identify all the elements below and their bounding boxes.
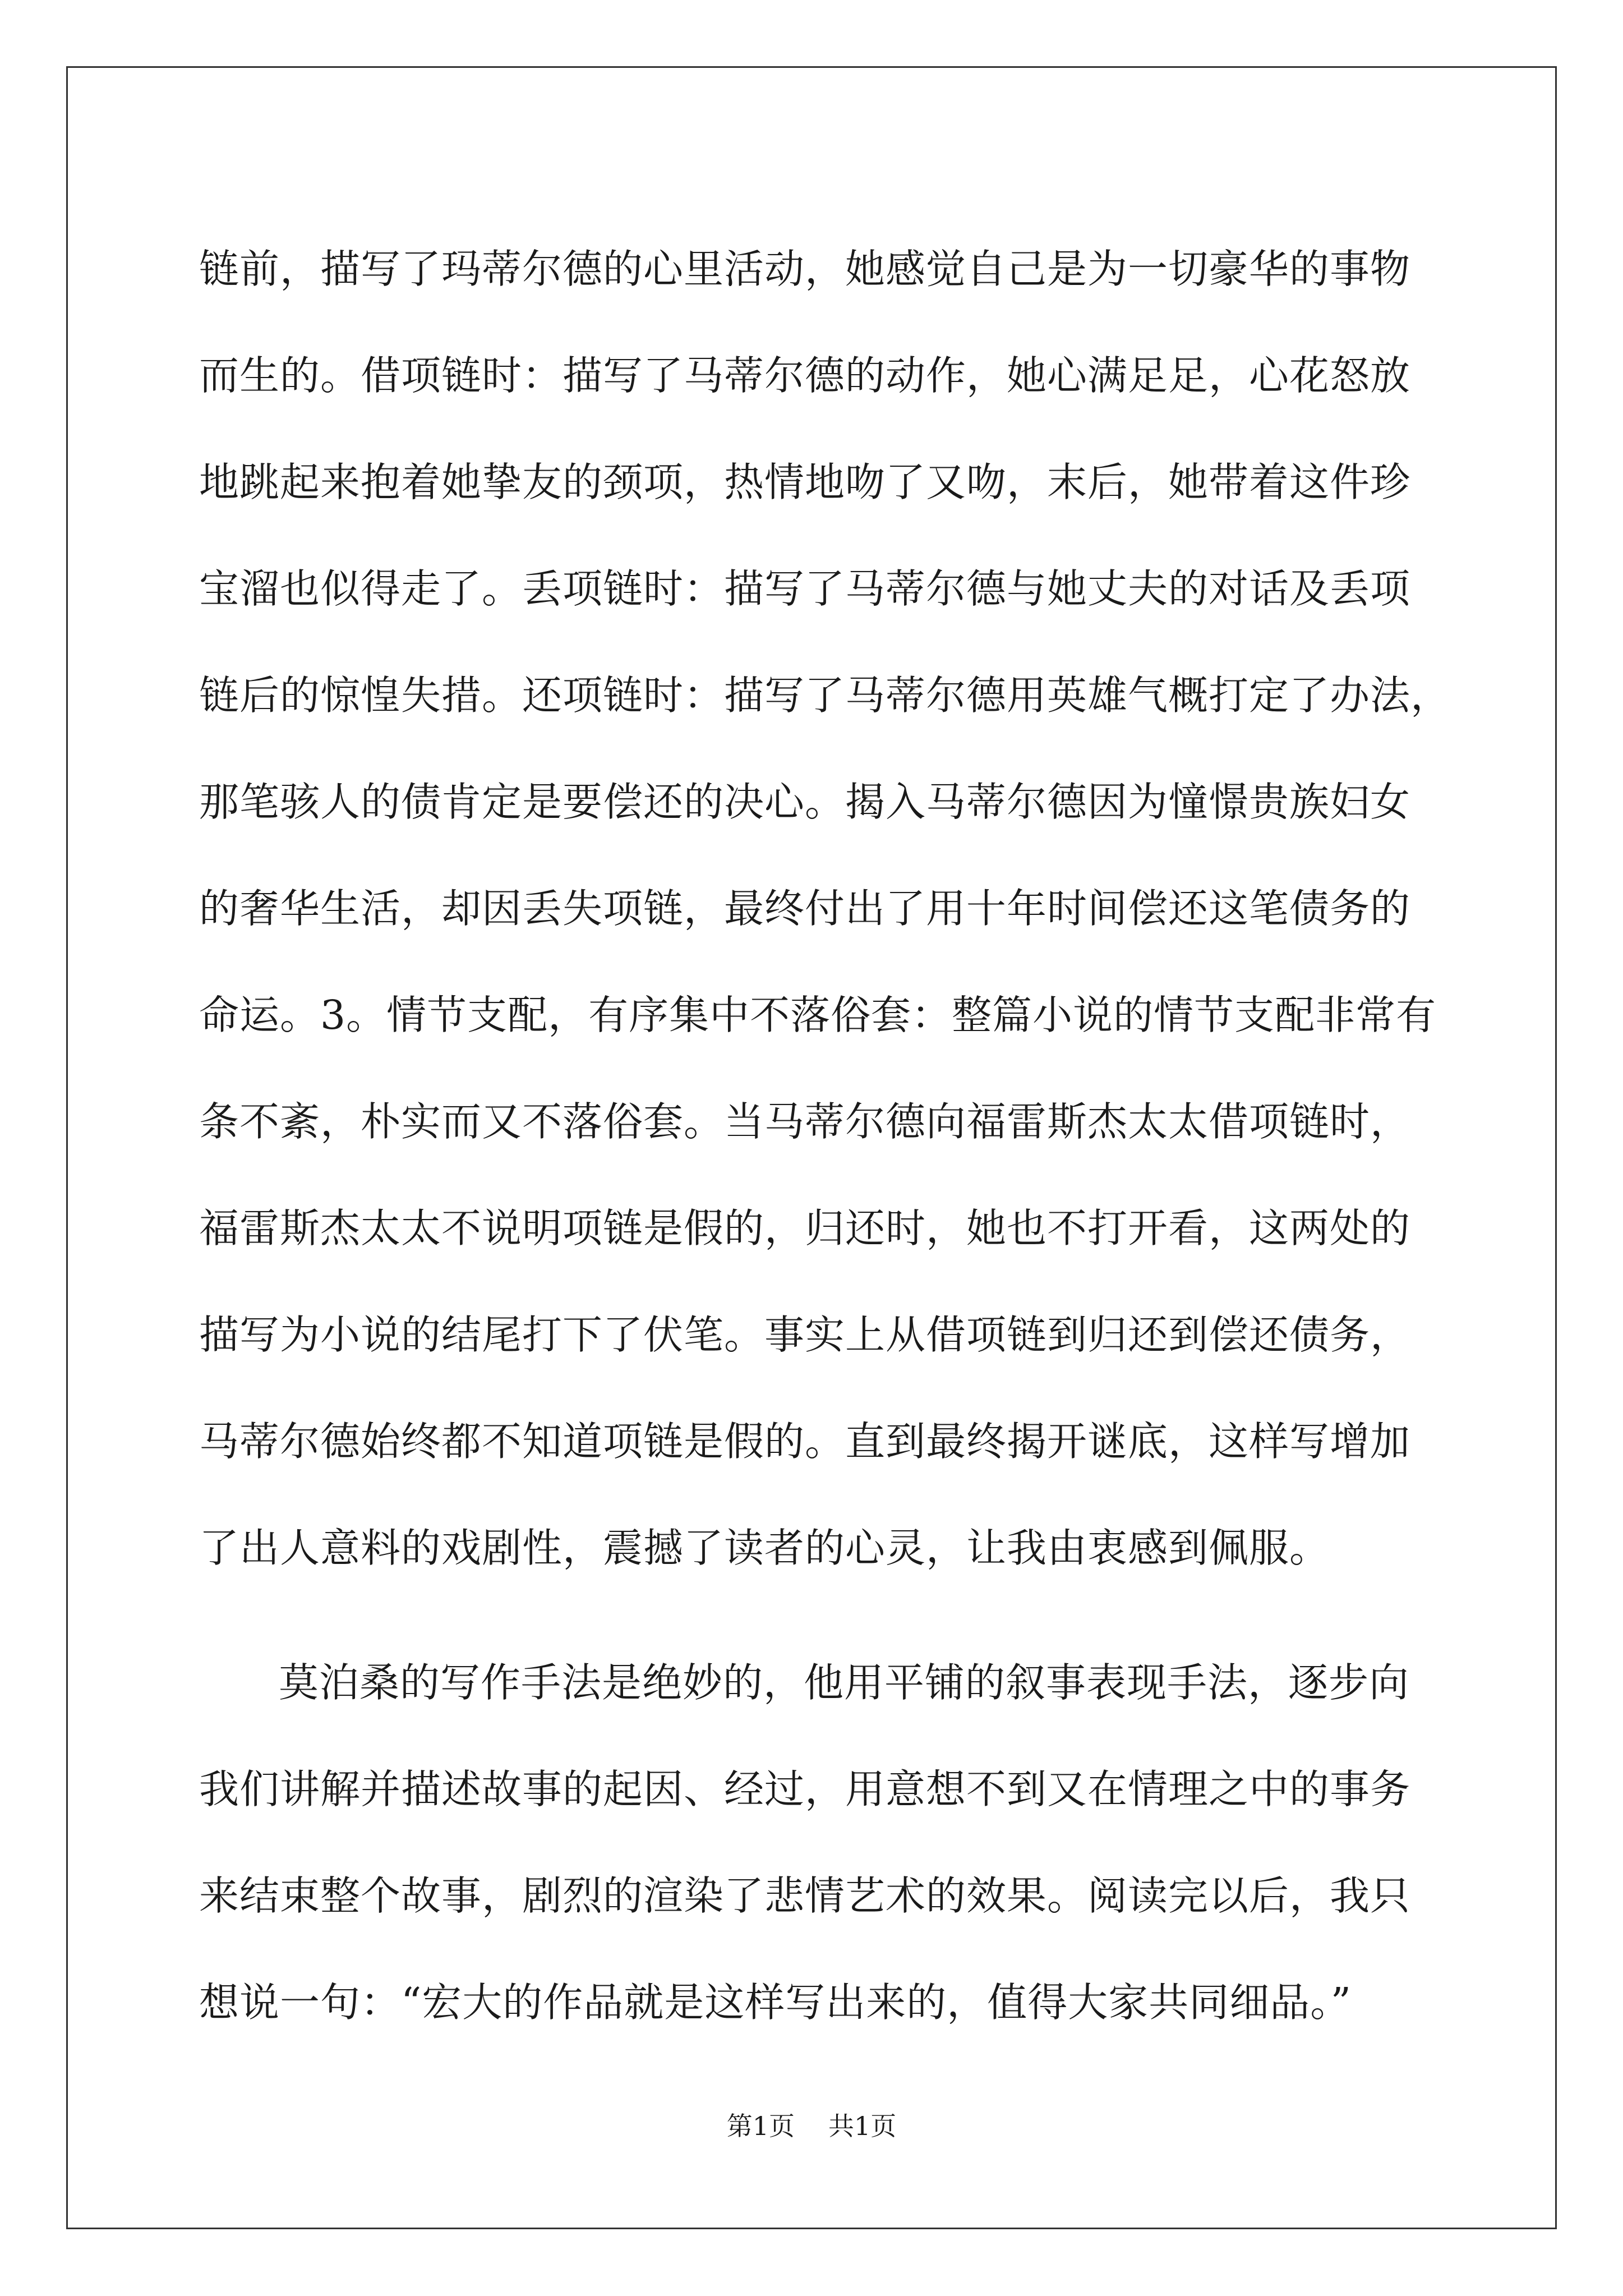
- paragraph-gap: [199, 1602, 1433, 1630]
- text-line: 想说一句：“宏大的作品就是这样写出来的，值得大家共同细品。”: [199, 1979, 1352, 2026]
- document-body: [199, 216, 1451, 2056]
- text-line: 来结束整个故事，剧烈的渲染了悲情艺术的效果。阅读完以后，我只: [199, 1872, 1411, 1919]
- text-line: 链前，描写了玛蒂尔德的心里活动，她感觉自己是为一切豪华的事物: [199, 246, 1411, 292]
- page-number-total: 共1页: [828, 2111, 897, 2141]
- text-line: 那笔骇人的债肯定是要偿还的决心。揭入马蒂尔德因为憧憬贵族妇女: [199, 779, 1411, 825]
- text-line: 的奢华生活，却因丢失项链，最终付出了用十年时间偿还这笔债务的: [199, 885, 1411, 932]
- text-line: 马蒂尔德始终都不知道项链是假的。直到最终揭开谜底，这样写增加: [199, 1418, 1411, 1465]
- text-line: 地跳起来抱着她挚友的颈项，热情地吻了又吻，末后，她带着这件珍: [199, 459, 1411, 505]
- text-line: 而生的。借项链时：描写了马蒂尔德的动作，她心满足足，心花怒放: [199, 352, 1411, 399]
- paragraph: [199, 1630, 1433, 2056]
- page-number-current: 第1页: [726, 2111, 795, 2141]
- text-line: 命运。3。情节支配，有序集中不落俗套：整篇小说的情节支配非常有: [199, 992, 1437, 1038]
- text-line: 莫泊桑的写作手法是绝妙的，他用平铺的叙事表现手法，逐步向: [279, 1659, 1410, 1706]
- text-line: 条不紊，朴实而又不落俗套。当马蒂尔德向福雷斯杰太太借项链时，: [199, 1098, 1411, 1145]
- text-line: 链后的惊惶失措。还项链时：描写了马蒂尔德用英雄气概打定了办法，: [199, 672, 1451, 719]
- text-line: 福雷斯杰太太不说明项链是假的，归还时，她也不打开看，这两处的: [199, 1205, 1411, 1251]
- text-line: 了出人意料的戏剧性，震撼了读者的心灵，让我由衷感到佩服。: [199, 1525, 1330, 1571]
- text-line: 我们讲解并描述故事的起因、经过，用意想不到又在情理之中的事务: [199, 1766, 1411, 1812]
- text-line: 描写为小说的结尾打下了伏笔。事实上从借项链到归还到偿还债务，: [199, 1312, 1411, 1358]
- text-line: 宝溜也似得走了。丢项链时：描写了马蒂尔德与她丈夫的对话及丢项: [199, 565, 1411, 612]
- paragraph: [199, 216, 1451, 1602]
- page-footer: [0, 2109, 1623, 2143]
